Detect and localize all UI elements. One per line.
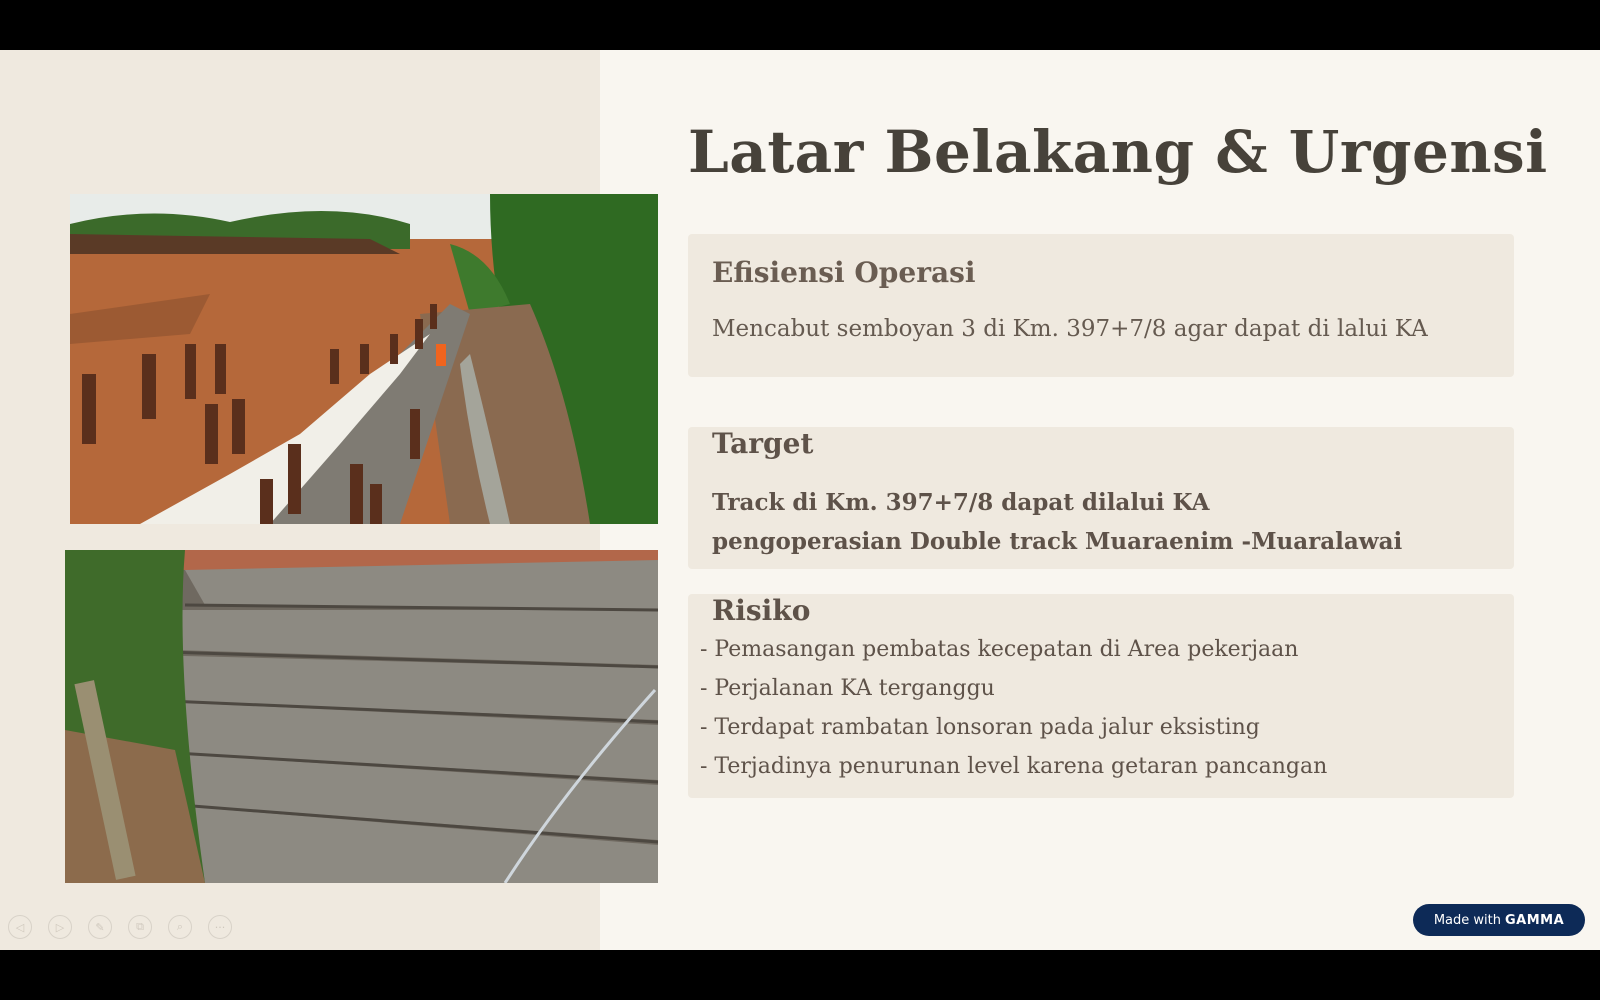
risk-item: - Perjalanan KA terganggu: [700, 676, 995, 701]
pen-icon[interactable]: ✎: [88, 915, 112, 939]
target-line: pengoperasian Double track Muaraenim -Muaralawai: [712, 528, 1403, 555]
operations-text: Mencabut semboyan 3 di Km. 397+7/8 agar dapat di lalui KA: [712, 316, 1428, 342]
badge-prefix: Made with: [1433, 912, 1501, 928]
risk-item: - Pemasangan pembatas kecepatan di Area pekerjaan: [700, 637, 1299, 662]
target-card: [688, 427, 1514, 569]
risk-item: - Terjadinya penurunan level karena getaran pancangan: [700, 754, 1328, 779]
risk-heading: Risiko: [712, 594, 811, 627]
operations-heading: Efisiensi Operasi: [712, 256, 976, 289]
risk-card: [688, 594, 1514, 798]
gamma-logo: GAMMA: [1504, 912, 1565, 928]
zoom-icon[interactable]: ⌕: [168, 915, 192, 939]
slide-title: Latar Belakang & Urgensi: [688, 118, 1548, 186]
target-line: Track di Km. 397+7/8 dapat dilalui KA: [712, 489, 1210, 516]
target-text: [712, 483, 1402, 561]
copy-icon[interactable]: ⧉: [128, 915, 152, 939]
presentation-controls: [8, 915, 232, 939]
risk-list: [700, 630, 1327, 786]
target-heading: Target: [712, 427, 814, 460]
more-icon[interactable]: ···: [208, 915, 232, 939]
next-icon[interactable]: ▷: [48, 915, 72, 939]
slide: [0, 50, 1600, 950]
risk-item: - Terdapat rambatan lonsoran pada jalur eksisting: [700, 715, 1260, 740]
prev-icon[interactable]: ◁: [8, 915, 32, 939]
gabion-wall-photo: [65, 550, 658, 883]
construction-site-photo: [70, 194, 658, 524]
operations-card: [688, 234, 1514, 377]
made-with-gamma-badge[interactable]: [1413, 904, 1585, 936]
